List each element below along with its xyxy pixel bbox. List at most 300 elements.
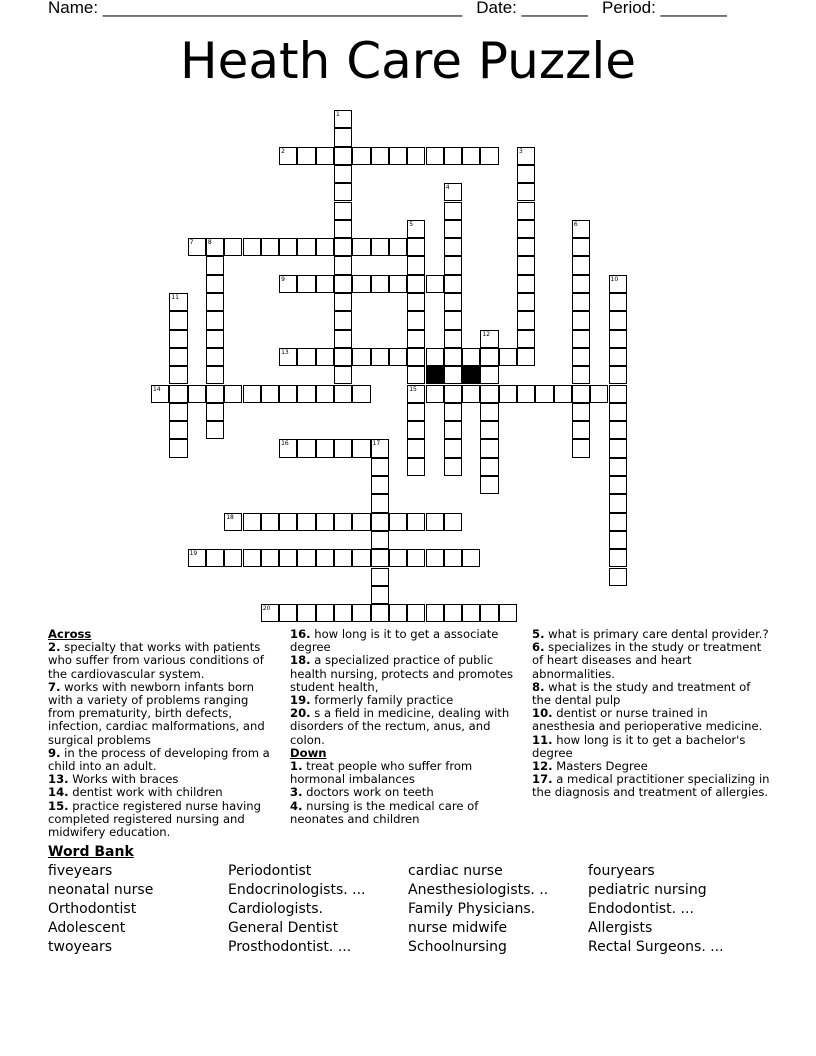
crossword-cell[interactable]: [371, 531, 389, 549]
crossword-cell[interactable]: [261, 513, 279, 531]
crossword-cell[interactable]: [334, 348, 352, 366]
crossword-cell[interactable]: [444, 183, 462, 201]
crossword-cell[interactable]: [480, 604, 498, 622]
crossword-cell[interactable]: [407, 403, 425, 421]
clue-number: 19.: [290, 693, 311, 708]
crossword-cell[interactable]: [517, 385, 535, 403]
clues-column-1: [48, 628, 278, 839]
crossword-cell[interactable]: [334, 110, 352, 128]
word-bank-item: Orthodontist: [48, 901, 137, 917]
word-bank-item: Schoolnursing: [408, 939, 507, 955]
crossword-cell[interactable]: [261, 604, 279, 622]
crossword-cell[interactable]: [517, 330, 535, 348]
crossword-cell[interactable]: [371, 348, 389, 366]
crossword-cell[interactable]: [371, 549, 389, 567]
crossword-cell[interactable]: [462, 604, 480, 622]
crossword-cell[interactable]: [371, 439, 389, 457]
crossword-cell[interactable]: [334, 330, 352, 348]
clue-text: treat people who suffer from hormonal imbalances: [290, 759, 473, 787]
crossword-cell[interactable]: [609, 531, 627, 549]
crossword-cell[interactable]: [480, 147, 498, 165]
crossword-cell[interactable]: [279, 238, 297, 256]
crossword-cell[interactable]: [462, 147, 480, 165]
crossword-cell[interactable]: [609, 513, 627, 531]
crossword-cell[interactable]: [169, 385, 187, 403]
crossword-cell[interactable]: [444, 421, 462, 439]
crossword-cell[interactable]: [426, 348, 444, 366]
crossword-cell[interactable]: [407, 220, 425, 238]
word-bank-item: Cardiologists.: [228, 901, 323, 917]
crossword-cell[interactable]: [572, 275, 590, 293]
crossword-cell[interactable]: [206, 238, 224, 256]
crossword-cell[interactable]: [609, 568, 627, 586]
clue-number: 18: [226, 513, 234, 521]
crossword-cell[interactable]: [334, 238, 352, 256]
crossword-cell[interactable]: [444, 439, 462, 457]
crossword-cell[interactable]: [480, 421, 498, 439]
crossword-cell[interactable]: [371, 586, 389, 604]
crossword-cell[interactable]: [224, 238, 242, 256]
crossword-cell[interactable]: [517, 183, 535, 201]
crossword-cell[interactable]: [334, 128, 352, 146]
crossword-cell[interactable]: [590, 385, 608, 403]
clue-number: 17.: [532, 772, 553, 787]
crossword-cell[interactable]: [297, 147, 315, 165]
crossword-cell[interactable]: [169, 439, 187, 457]
crossword-cell[interactable]: [517, 202, 535, 220]
crossword-cell[interactable]: [352, 604, 370, 622]
crossword-cell[interactable]: [426, 604, 444, 622]
crossword-cell[interactable]: [572, 220, 590, 238]
clue-item: [290, 654, 515, 694]
crossword-cell[interactable]: [261, 385, 279, 403]
clue-number: 18.: [290, 653, 311, 668]
crossword-cell[interactable]: [352, 348, 370, 366]
crossword-cell[interactable]: [334, 311, 352, 329]
clue-item: [532, 707, 772, 733]
crossword-cell[interactable]: [389, 275, 407, 293]
crossword-cell[interactable]: [206, 275, 224, 293]
crossword-cell[interactable]: [480, 366, 498, 384]
crossword-cell[interactable]: [206, 311, 224, 329]
crossword-cell[interactable]: [371, 147, 389, 165]
crossword-cell[interactable]: [206, 403, 224, 421]
crossword-cell[interactable]: [279, 439, 297, 457]
crossword-cell[interactable]: [206, 549, 224, 567]
crossword-cell[interactable]: [316, 147, 334, 165]
clue-text: works with newborn infants born with a variety of problems ranging from prematurity, birth defects, infection, cardiac malformations, and surgical problems: [48, 679, 265, 747]
crossword-cell[interactable]: [371, 604, 389, 622]
crossword-cell[interactable]: [334, 220, 352, 238]
crossword-cell[interactable]: [279, 275, 297, 293]
crossword-cell[interactable]: [334, 202, 352, 220]
clue-text: what is primary care dental provider.?: [544, 627, 769, 641]
crossword-cell[interactable]: [609, 311, 627, 329]
crossword-cell[interactable]: [407, 348, 425, 366]
crossword-cell[interactable]: [517, 238, 535, 256]
word-bank-column-4: [588, 862, 724, 957]
crossword-cell[interactable]: [352, 513, 370, 531]
crossword-cell[interactable]: [407, 311, 425, 329]
crossword-cell[interactable]: [371, 476, 389, 494]
crossword-cell[interactable]: [188, 385, 206, 403]
crossword-cell[interactable]: [480, 476, 498, 494]
crossword-cell[interactable]: [609, 439, 627, 457]
crossword-cell[interactable]: [444, 275, 462, 293]
crossword-cell[interactable]: [279, 549, 297, 567]
crossword-cell[interactable]: [407, 421, 425, 439]
crossword-cell[interactable]: [609, 330, 627, 348]
crossword-cell[interactable]: [334, 366, 352, 384]
crossword-cell[interactable]: [389, 513, 407, 531]
crossword-cell[interactable]: [407, 549, 425, 567]
crossword-cell[interactable]: [444, 403, 462, 421]
crossword-cell[interactable]: [371, 275, 389, 293]
crossword-cell[interactable]: [224, 513, 242, 531]
crossword-cell[interactable]: [389, 604, 407, 622]
crossword-cell[interactable]: [444, 293, 462, 311]
clue-number: 11.: [532, 732, 553, 747]
word-bank-item: Adolescent: [48, 920, 126, 936]
crossword-cell[interactable]: [609, 458, 627, 476]
crossword-cell[interactable]: [572, 385, 590, 403]
crossword-cell[interactable]: [444, 458, 462, 476]
crossword-cell[interactable]: [279, 513, 297, 531]
crossword-cell[interactable]: [609, 494, 627, 512]
crossword-cell[interactable]: [151, 385, 169, 403]
crossword-cell[interactable]: [444, 549, 462, 567]
crossword-cell[interactable]: [169, 403, 187, 421]
page-title: Heath Care Puzzle: [180, 32, 636, 90]
crossword-cell[interactable]: [462, 549, 480, 567]
crossword-cell[interactable]: [572, 293, 590, 311]
crossword-cell[interactable]: [279, 604, 297, 622]
crossword-cell[interactable]: [407, 513, 425, 531]
crossword-cell[interactable]: [297, 513, 315, 531]
crossword-cell[interactable]: [352, 439, 370, 457]
crossword-cell[interactable]: [352, 238, 370, 256]
crossword-cell[interactable]: [243, 513, 261, 531]
clue-text: specialty that works with patients who suffer from various conditions of the cardiovascular system.: [48, 640, 264, 681]
word-bank-item: twoyears: [48, 939, 113, 955]
crossword-cell[interactable]: [517, 220, 535, 238]
crossword-cell[interactable]: [444, 220, 462, 238]
crossword-cell[interactable]: [261, 549, 279, 567]
crossword-cell[interactable]: [316, 385, 334, 403]
crossword-cell[interactable]: [316, 513, 334, 531]
clue-number: 2: [281, 147, 285, 155]
clue-number: 15: [409, 385, 417, 393]
crossword-cell[interactable]: [499, 604, 517, 622]
crossword-cell[interactable]: [334, 256, 352, 274]
crossword-cell[interactable]: [371, 238, 389, 256]
crossword-cell[interactable]: [609, 275, 627, 293]
crossword-cell[interactable]: [334, 549, 352, 567]
crossword-cell[interactable]: [480, 403, 498, 421]
word-bank-item: Endocrinologists. ...: [228, 882, 366, 898]
crossword-cell[interactable]: [444, 604, 462, 622]
crossword-cell[interactable]: [407, 293, 425, 311]
crossword-cell[interactable]: [407, 330, 425, 348]
crossword-cell[interactable]: [188, 238, 206, 256]
clue-item: [48, 641, 278, 681]
crossword-cell[interactable]: [371, 568, 389, 586]
crossword-cell[interactable]: [334, 513, 352, 531]
crossword-cell[interactable]: [297, 549, 315, 567]
crossword-cell[interactable]: [352, 549, 370, 567]
clue-number: 8.: [532, 679, 545, 694]
clue-number: 10: [610, 275, 619, 283]
crossword-cell[interactable]: [444, 366, 462, 384]
crossword-cell[interactable]: [243, 549, 261, 567]
crossword-cell[interactable]: [426, 385, 444, 403]
crossword-cell[interactable]: [206, 330, 224, 348]
word-bank-item: Rectal Surgeons. ...: [588, 939, 724, 955]
crossword-cell[interactable]: [517, 165, 535, 183]
crossword-cell[interactable]: [554, 385, 572, 403]
crossword-cell[interactable]: [572, 311, 590, 329]
crossword-cell[interactable]: [407, 256, 425, 274]
crossword-cell[interactable]: [188, 549, 206, 567]
crossword-cell[interactable]: [444, 513, 462, 531]
crossword-cell[interactable]: [407, 275, 425, 293]
crossword-cell[interactable]: [609, 403, 627, 421]
clue-text: Masters Degree: [552, 759, 648, 774]
crossword-cell[interactable]: [444, 385, 462, 403]
crossword-cell[interactable]: [261, 238, 279, 256]
crossword-cell[interactable]: [572, 439, 590, 457]
crossword-cell[interactable]: [352, 275, 370, 293]
crossword-cell[interactable]: [407, 147, 425, 165]
crossword-cell[interactable]: [389, 238, 407, 256]
crossword-cell[interactable]: [389, 348, 407, 366]
clue-number: 3: [519, 147, 523, 155]
crossword-cell[interactable]: [426, 147, 444, 165]
clue-text: dentist work with children: [68, 785, 223, 800]
crossword-cell[interactable]: [352, 147, 370, 165]
crossword-cell[interactable]: [444, 348, 462, 366]
clue-number: 14.: [48, 785, 69, 800]
clue-number: 9: [281, 275, 285, 283]
clue-number: 16: [281, 440, 289, 448]
crossword-cell[interactable]: [169, 348, 187, 366]
crossword-cell[interactable]: [480, 330, 498, 348]
crossword-cell[interactable]: [517, 147, 535, 165]
crossword-cell[interactable]: [609, 476, 627, 494]
down-heading: Down: [290, 745, 327, 760]
crossword-cell[interactable]: [609, 366, 627, 384]
crossword-cell[interactable]: [407, 238, 425, 256]
crossword-cell[interactable]: [572, 238, 590, 256]
period-label: Period:: [602, 0, 656, 17]
crossword-cell[interactable]: [462, 385, 480, 403]
clue-item: [290, 800, 515, 826]
clue-number: 11: [171, 294, 179, 301]
crossword-cell[interactable]: [572, 366, 590, 384]
crossword-cell[interactable]: [334, 165, 352, 183]
clue-item: [290, 760, 515, 786]
clue-text: doctors work on teeth: [302, 785, 434, 800]
crossword-cell[interactable]: [572, 403, 590, 421]
crossword-cell[interactable]: [389, 147, 407, 165]
crossword-cell[interactable]: [371, 513, 389, 531]
crossword-cell[interactable]: [297, 275, 315, 293]
crossword-cell[interactable]: [334, 604, 352, 622]
crossword-cell[interactable]: [407, 366, 425, 384]
crossword-cell[interactable]: [426, 275, 444, 293]
crossword-cell[interactable]: [371, 494, 389, 512]
date-blank[interactable]: _______: [521, 0, 588, 17]
clue-number: 17: [372, 440, 381, 448]
crossword-cell[interactable]: [243, 385, 261, 403]
crossword-cell[interactable]: [517, 256, 535, 274]
crossword-cell[interactable]: [517, 311, 535, 329]
crossword-cell[interactable]: [444, 330, 462, 348]
crossword-cell[interactable]: [169, 311, 187, 329]
crossword-cell[interactable]: [517, 293, 535, 311]
clue-item: [48, 681, 278, 747]
word-bank-item: Endodontist. ...: [588, 901, 694, 917]
crossword-cell[interactable]: [499, 348, 517, 366]
crossword-cell[interactable]: [224, 385, 242, 403]
name-blank[interactable]: ______________________________________: [102, 0, 463, 17]
word-bank-title: Word Bank: [48, 844, 134, 860]
crossword-cell[interactable]: [334, 293, 352, 311]
crossword-cell[interactable]: [279, 147, 297, 165]
crossword-cell[interactable]: [407, 458, 425, 476]
crossword-cell[interactable]: [462, 348, 480, 366]
clue-text: practice registered nurse having completed registered nursing and midwifery education.: [48, 798, 261, 840]
crossword-cell[interactable]: [371, 458, 389, 476]
crossword-cell[interactable]: [572, 421, 590, 439]
word-bank-item: Prosthodontist. ...: [228, 939, 352, 955]
crossword-cell[interactable]: [444, 311, 462, 329]
crossword-cell[interactable]: [426, 549, 444, 567]
crossword-cell[interactable]: [517, 275, 535, 293]
crossword-cell[interactable]: [609, 385, 627, 403]
clue-number: 6.: [532, 640, 545, 655]
crossword-cell[interactable]: [243, 238, 261, 256]
crossword-cell[interactable]: [169, 366, 187, 384]
crossword-cell[interactable]: [316, 604, 334, 622]
crossword-cell[interactable]: [334, 183, 352, 201]
crossword-cell[interactable]: [334, 439, 352, 457]
crossword-cell[interactable]: [297, 604, 315, 622]
clue-text: Works with braces: [68, 772, 179, 787]
crossword-cell[interactable]: [572, 256, 590, 274]
clue-number: 9.: [48, 745, 61, 760]
crossword-cell[interactable]: [407, 604, 425, 622]
clue-number: 1: [336, 111, 340, 118]
crossword-cell[interactable]: [407, 439, 425, 457]
crossword-cell[interactable]: [609, 293, 627, 311]
clue-text: in the process of developing from a child into an adult.: [48, 745, 270, 774]
clue-text: what is the study and treatment of the dental pulp: [532, 679, 751, 708]
crossword-cell[interactable]: [572, 348, 590, 366]
word-bank-item: fouryears: [588, 863, 655, 879]
clue-item: [48, 800, 278, 840]
crossword-cell[interactable]: [444, 202, 462, 220]
crossword-cell[interactable]: [334, 385, 352, 403]
crossword-cell[interactable]: [297, 348, 315, 366]
word-bank-item: cardiac nurse: [408, 863, 503, 879]
crossword-cell[interactable]: [279, 385, 297, 403]
across-heading: Across: [48, 627, 92, 641]
crossword-cell[interactable]: [480, 439, 498, 457]
crossword-cell[interactable]: [297, 385, 315, 403]
crossword-cell[interactable]: [444, 238, 462, 256]
crossword-cell[interactable]: [572, 330, 590, 348]
crossword-cell[interactable]: [535, 385, 553, 403]
clue-number: 20: [262, 605, 271, 613]
crossword-cell[interactable]: [316, 439, 334, 457]
crossword-cell[interactable]: [499, 385, 517, 403]
crossword-cell[interactable]: [334, 275, 352, 293]
word-bank-item: Family Physicians.: [408, 901, 536, 917]
crossword-cell[interactable]: [224, 549, 242, 567]
clue-number: 12: [482, 330, 491, 338]
across-clue-list-continued: [290, 628, 515, 747]
clue-number: 6: [573, 220, 578, 228]
clue-text: dentist or nurse trained in anesthesia and perioperative medicine.: [532, 706, 763, 734]
crossword-cell[interactable]: [316, 275, 334, 293]
crossword-cell[interactable]: [206, 366, 224, 384]
crossword-cell[interactable]: [206, 256, 224, 274]
clue-number: 13: [281, 348, 289, 356]
crossword-cell[interactable]: [609, 549, 627, 567]
crossword-cell[interactable]: [206, 293, 224, 311]
down-clue-list: [290, 760, 515, 826]
crossword-cell[interactable]: [334, 147, 352, 165]
crossword-cell[interactable]: [480, 348, 498, 366]
clue-text: specializes in the study or treatment of heart diseases and heart abnormalities.: [532, 640, 762, 681]
clue-number: 13.: [48, 772, 69, 787]
crossword-cell[interactable]: [426, 513, 444, 531]
crossword-cell[interactable]: [444, 256, 462, 274]
crossword-cell[interactable]: [444, 147, 462, 165]
crossword-cell[interactable]: [352, 385, 370, 403]
crossword-cell[interactable]: [169, 330, 187, 348]
crossword-cell[interactable]: [480, 385, 498, 403]
crossword-cell[interactable]: [206, 421, 224, 439]
clue-item: [532, 773, 772, 799]
crossword-cell[interactable]: [609, 348, 627, 366]
word-bank-item: neonatal nurse: [48, 882, 154, 898]
crossword-cell[interactable]: [407, 385, 425, 403]
crossword-cell[interactable]: [517, 348, 535, 366]
crossword-cell[interactable]: [297, 238, 315, 256]
word-bank-item: Anesthesiologists. ..: [408, 882, 549, 898]
crossword-cell[interactable]: [297, 439, 315, 457]
crossword-cell[interactable]: [316, 549, 334, 567]
crossword-cell[interactable]: [480, 458, 498, 476]
crossword-cell[interactable]: [169, 421, 187, 439]
crossword-cell[interactable]: [389, 549, 407, 567]
clue-number: 1.: [290, 759, 303, 774]
crossword-cell[interactable]: [206, 385, 224, 403]
crossword-cell[interactable]: [279, 348, 297, 366]
crossword-cell[interactable]: [316, 238, 334, 256]
crossword-cell[interactable]: [206, 348, 224, 366]
crossword-blocked-cell: [426, 366, 444, 384]
clue-item: [532, 681, 772, 707]
crossword-cell[interactable]: [316, 348, 334, 366]
crossword-cell[interactable]: [609, 421, 627, 439]
clue-text: how long is it to get a bachelor's degree: [532, 732, 746, 760]
crossword-cell[interactable]: [169, 293, 187, 311]
word-bank-item: Allergists: [588, 920, 653, 936]
period-blank[interactable]: _______: [660, 0, 727, 17]
